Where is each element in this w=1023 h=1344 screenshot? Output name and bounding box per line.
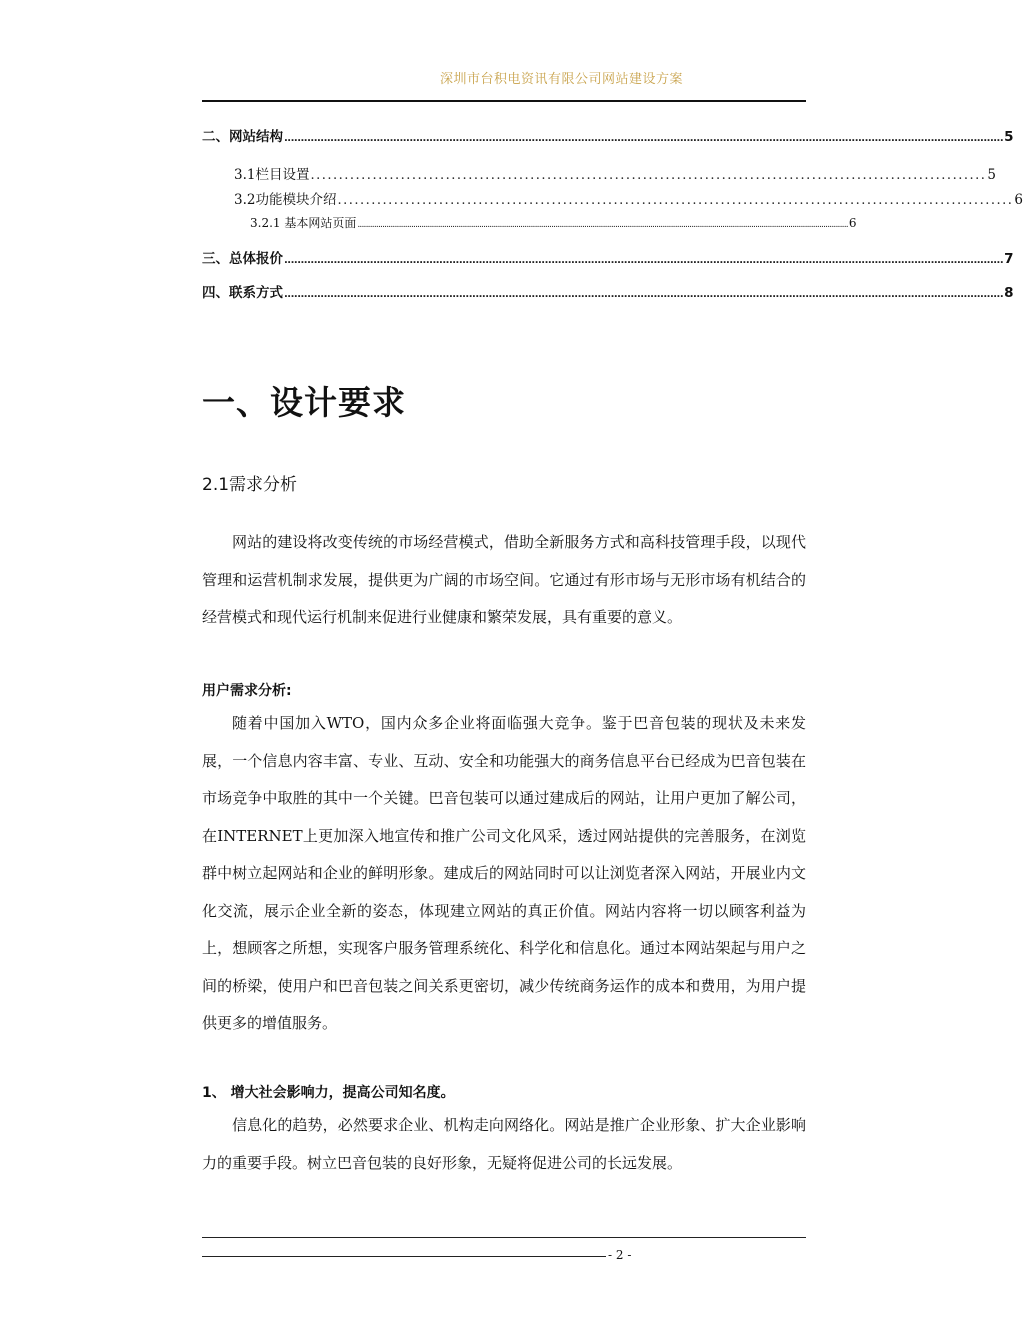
- user-needs-paragraph: 随着中国加入WTO，国内众多企业将面临强大竞争。鉴于巴音包装的现状及未来发展，一个信息内容丰富、专业、互动、安全和功能强大的商务信息平台已经成为巴音包装在市场竞争中取胜的其中一个关键。巴音包装可以通过建成后的网站，让用户更加了解公司，在INTERNET上更加深入地宣传和推广公司文化风采，透过网站提供的完善服务，在浏览群中树立起网站和企业的鲜明形象。建成后的网站同时可以让浏览者深入网站，开展业内文化交流，展示企业全新的姿态，体现建立网站的真正价值。网站内容将一切以顾客利益为上，想顾客之所想，实现客户服务管理系统化、科学化和信息化。通过本网站架起与用户之间的桥梁，使用户和巴音包装之间关系更密切，减少传统商务运作的成本和费用，为用户提供更多的增值服务。: [202, 714, 806, 1032]
- toc-entry[interactable]: [202, 125, 1014, 145]
- subsection-heading: 2.1需求分析: [202, 475, 298, 495]
- toc-entry-label: 三、总体报价: [202, 251, 283, 267]
- page-number: - 2 -: [608, 1248, 632, 1262]
- toc-entry-label: 3.2.1 基本网站页面: [250, 216, 357, 230]
- toc-entry[interactable]: [202, 281, 1014, 301]
- toc-entry-page: 6: [848, 216, 857, 230]
- footer-divider: [202, 1237, 806, 1238]
- section-heading: 一、设计要求: [202, 383, 406, 422]
- toc-entry-label: 四、联系方式: [202, 285, 283, 301]
- toc-entry-label: 3.2功能模块介绍: [234, 192, 337, 208]
- toc-entry-label: 二、网站结构: [202, 129, 283, 145]
- user-needs-heading: 用户需求分析:: [202, 683, 292, 699]
- toc-entry-page: 5: [987, 167, 996, 183]
- toc-leader: ..........................................................................................................................................................................................................................: [284, 255, 1004, 266]
- footer-divider-short: [202, 1256, 606, 1257]
- point-paragraph: 信息化的趋势，必然要求企业、机构走向网络化。网站是推广企业形象、扩大企业影响力的重要手段。树立巴音包装的良好形象，无疑将促进公司的长远发展。: [202, 1116, 806, 1172]
- toc-entry-page: 8: [1004, 285, 1014, 301]
- toc-leader: ..........................................................................................................................................................................................................................: [284, 133, 1004, 144]
- point-heading: 1、 增大社会影响力，提高公司知名度。: [202, 1085, 455, 1101]
- toc-entry-label: 3.1栏目设置: [234, 167, 310, 183]
- toc-entry-page: 6: [1014, 192, 1023, 208]
- toc-entry-page: 5: [1004, 129, 1014, 145]
- toc-entry[interactable]: [202, 188, 1023, 208]
- toc-leader: ........................................................................................................................: [310, 168, 987, 183]
- toc-entry[interactable]: [202, 247, 1014, 267]
- toc-leader: ........................................................................................................................: [337, 193, 1014, 208]
- toc-leader: ..............................................................................................................................................................................................................................................: [357, 220, 848, 230]
- header-divider: [202, 100, 806, 102]
- running-header: 深圳市台积电资讯有限公司网站建设方案: [440, 72, 684, 87]
- toc-leader: ..........................................................................................................................................................................................................................: [284, 289, 1004, 300]
- intro-paragraph: 网站的建设将改变传统的市场经营模式，借助全新服务方式和高科技管理手段，以现代管理和运营机制求发展，提供更为广阔的市场空间。它通过有形市场与无形市场有机结合的经营模式和现代运行机制来促进行业健康和繁荣发展，具有重要的意义。: [202, 533, 806, 626]
- toc-entry[interactable]: [202, 163, 996, 183]
- toc-entry[interactable]: [202, 214, 857, 231]
- toc-entry-page: 7: [1004, 251, 1014, 267]
